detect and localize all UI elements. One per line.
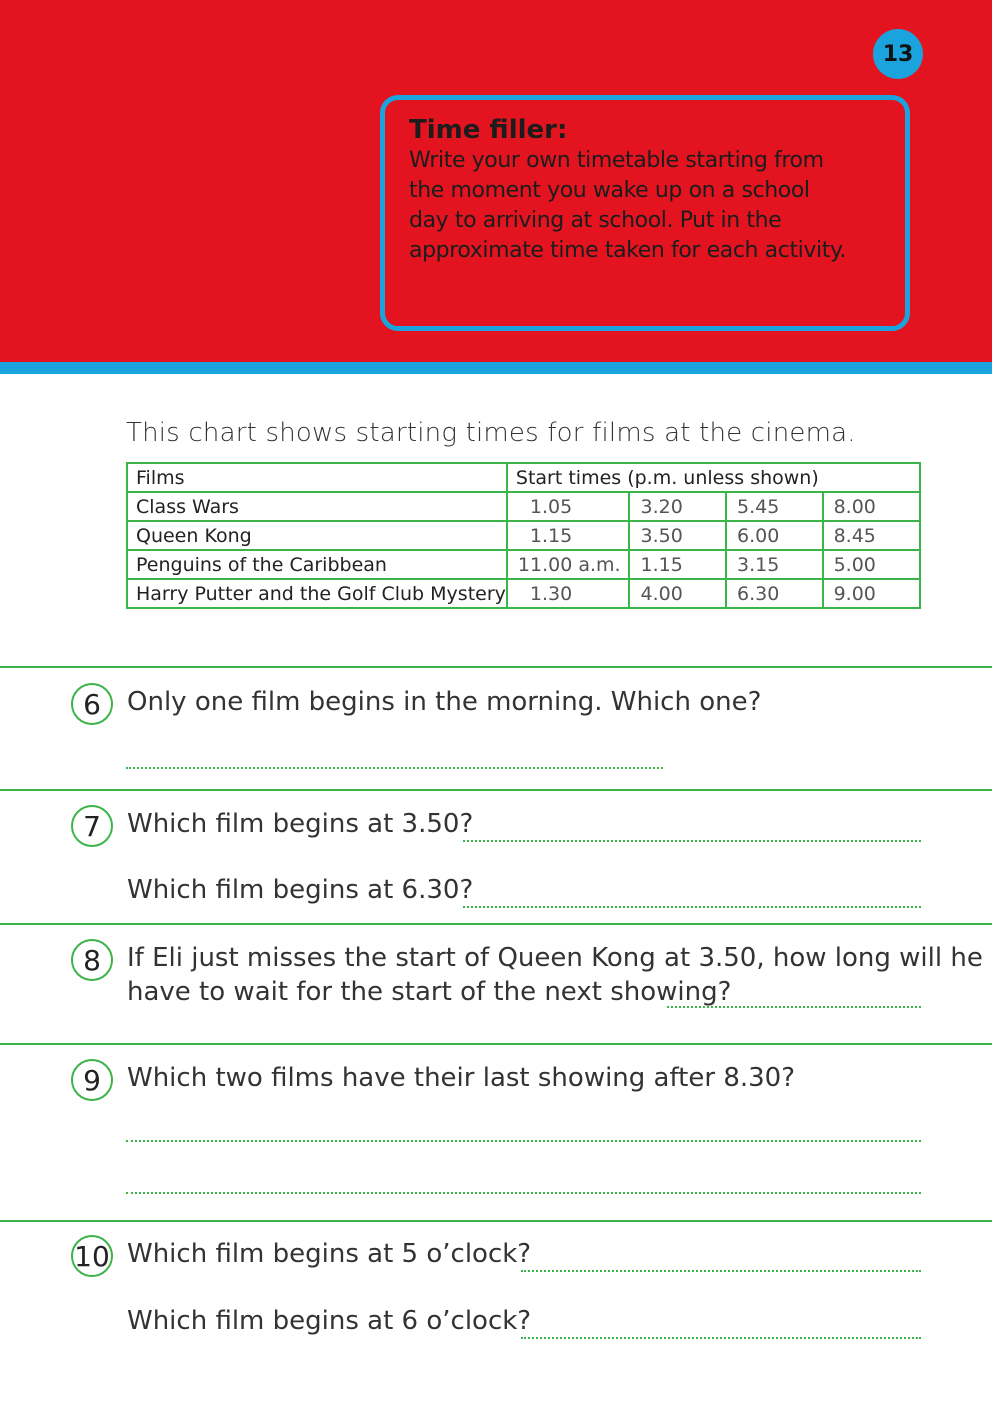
start-time: 5.45: [726, 492, 823, 521]
time-filler-title: Time filler:: [409, 115, 568, 145]
start-time: 4.00: [629, 579, 726, 608]
start-time: 1.15: [507, 521, 630, 550]
table-header-row: [127, 463, 920, 492]
start-time: 8.45: [823, 521, 920, 550]
table-row: [127, 521, 920, 550]
question-number-10: 10: [71, 1235, 113, 1277]
question-6-text: Only one film begins in the morning. Which one?: [127, 687, 762, 717]
time-filler-box: [380, 95, 910, 331]
answer-line-9b[interactable]: [126, 1192, 921, 1194]
question-number-7: 7: [71, 805, 113, 847]
answer-line-7b[interactable]: [463, 906, 921, 908]
question-8-line-2: have to wait for the start of the next showing?: [127, 977, 732, 1007]
section-divider: [0, 789, 992, 791]
start-time: 1.30: [507, 579, 630, 608]
start-time: 3.20: [629, 492, 726, 521]
page-number-badge: 13: [873, 29, 923, 79]
question-10b-text: Which film begins at 6 o’clock?: [127, 1306, 532, 1336]
section-divider: [0, 1043, 992, 1045]
section-divider: [0, 1220, 992, 1222]
question-7b-text: Which film begins at 6.30?: [127, 875, 474, 905]
chart-intro: This chart shows starting times for films at the cinema.: [126, 418, 856, 448]
question-8-line-1: If Eli just misses the start of Queen Kong at 3.50, how long will he: [127, 943, 983, 973]
section-divider: [0, 666, 992, 668]
start-time: 9.00: [823, 579, 920, 608]
film-times-table: [126, 462, 921, 609]
table-row: [127, 579, 920, 608]
start-time: 8.00: [823, 492, 920, 521]
start-time: 6.00: [726, 521, 823, 550]
film-name: Harry Putter and the Golf Club Mystery: [127, 579, 507, 608]
question-number-8: 8: [71, 939, 113, 981]
film-name: Penguins of the Caribbean: [127, 550, 507, 579]
question-10a-text: Which film begins at 5 o’clock?: [127, 1239, 532, 1269]
answer-line-10b[interactable]: [521, 1337, 921, 1339]
film-name: Class Wars: [127, 492, 507, 521]
answer-line-10a[interactable]: [521, 1270, 921, 1272]
answer-line-9a[interactable]: [126, 1140, 921, 1142]
start-time: 5.00: [823, 550, 920, 579]
time-filler-text: Write your own timetable starting from the moment you wake up on a school day to arriving at school. Put in the approximate time taken for each activity.: [409, 148, 847, 263]
table-row: [127, 492, 920, 521]
section-divider: [0, 923, 992, 925]
film-name: Queen Kong: [127, 521, 507, 550]
question-7a-text: Which film begins at 3.50?: [127, 809, 474, 839]
question-9-text: Which two films have their last showing after 8.30?: [127, 1063, 796, 1093]
start-time: 1.15: [629, 550, 726, 579]
answer-line-8[interactable]: [667, 1006, 921, 1008]
start-time: 11.00 a.m.: [507, 550, 630, 579]
start-time: 1.05: [507, 492, 630, 521]
answer-line-7a[interactable]: [463, 840, 921, 842]
start-time: 3.50: [629, 521, 726, 550]
answer-line-6[interactable]: [126, 767, 663, 769]
banner-divider: [0, 362, 992, 374]
header-films: Films: [127, 463, 507, 492]
question-number-6: 6: [71, 683, 113, 725]
table-row: [127, 550, 920, 579]
question-number-9: 9: [71, 1059, 113, 1101]
start-time: 6.30: [726, 579, 823, 608]
header-start-times: Start times (p.m. unless shown): [507, 463, 920, 492]
start-time: 3.15: [726, 550, 823, 579]
